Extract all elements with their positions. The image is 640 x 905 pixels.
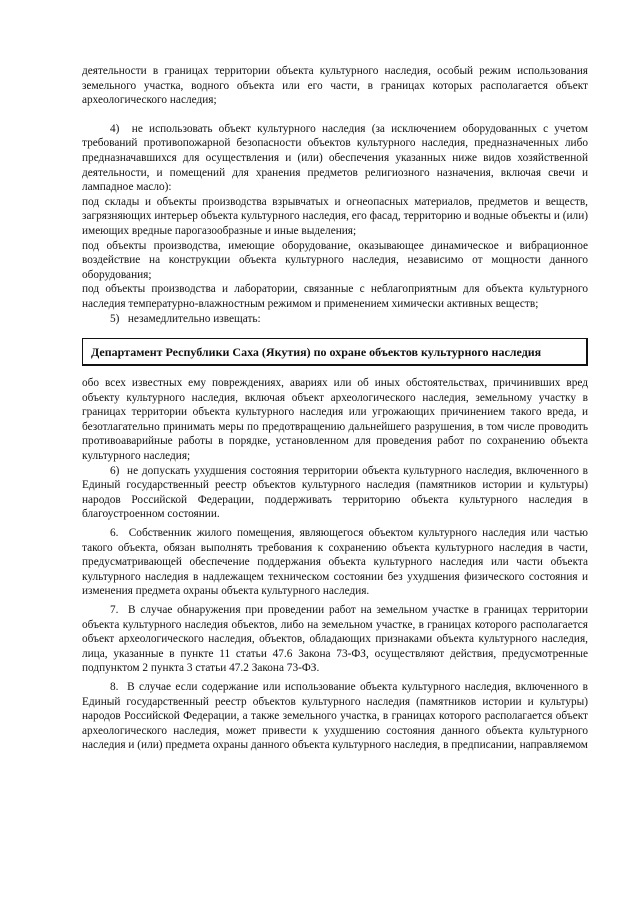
paragraph-laboratories: под объекты производства и лаборатории, связанные с неблагоприятным для объекта культурного наследия температурно-влажностным режимом и применением химически активных веществ; [82, 283, 588, 310]
paragraph-item-6: 6) не допускать ухудшения состояния территории объекта культурного наследия, включенного в Единый государственный реестр объектов культурного наследия (памятников истории и культуры) народов Российской Федерации, поддерживать территорию объекта культурного наследия в благоустроенном состоянии. [82, 464, 588, 521]
paragraph-warehouses: под склады и объекты производства взрывчатых и огнеопасных материалов, предметов и веществ, загрязняющих интерьер объекта культурного наследия, его фасад, территорию и водные объекты и (или) имеющих вредные парогазообразные и иные выделения; [82, 195, 588, 237]
paragraph-damage-report: обо всех известных ему повреждениях, авариях или об иных обстоятельствах, причинивших вред объекту культурного наследия, включая объект археологического наследия, земельному участку в границах территории объекта культурного наследия или угрожающих причинением такого вреда, и безотлагательно принимать меры по предотвращению дальнейшего разрушения, в том числе проводить противоаварийные работы в порядке, установленном для проведения работ по сохранению объекта культурного наследия; [82, 377, 588, 463]
paragraph-section-7: 7. В случае обнаружения при проведении работ на земельном участке в границах территории объекта культурного наследия объектов, либо на земельном участке, в границах которого располагается объект археологического наследия, объектов, обладающих признаками объекта культурного наследия, лица, указанные в пункте 11 статьи 47.6 Закона 73-ФЗ, осуществляют действия, предусмотренные подпунктом 2 пункта 3 статьи 47.2 Закона 73-ФЗ. [82, 604, 588, 675]
paragraph-section-6: 6. Собственник жилого помещения, являющегося объектом культурного наследия или частью такого объекта, обязан выполнять требования к сохранению объекта культурного наследия в части, предусматривающей обеспечение поддержания объекта культурного наследия или части объекта культурного наследия в надлежащем техническом состоянии без ухудшения физического состояния и изменения предмета охраны объекта культурного наследия. [82, 527, 588, 598]
paragraph-item-4: 4) не использовать объект культурного наследия (за исключением оборудованных с учетом требований противопожарной безопасности объектов культурного наследия, предназначенных либо предназначавшихся для осуществления и (или) обеспечения указанных ниже видов хозяйственной деятельности, и помещений для хранения предметов религиозного назначения, включая свечи и лампадное масло): [82, 122, 588, 194]
paragraph-production: под объекты производства, имеющие оборудование, оказывающее динамическое и вибрационное воздействие на конструкции объекта культурного наследия, независимо от мощности данного оборудования; [82, 239, 588, 281]
paragraph-continuation: деятельности в границах территории объекта культурного наследия, особый режим использования земельного участка, водного объекта или его части, в границах которых располагается объект археологического наследия; [82, 65, 588, 107]
paragraph-item-5: 5) незамедлительно извещать: [110, 312, 261, 325]
department-banner: Департамент Республики Саха (Якутия) по охране объектов культурного наследия [82, 338, 588, 366]
paragraph-section-8: 8. В случае если содержание или использование объекта культурного наследия, включенного в Единый государственный реестр объектов культурного наследия (памятников истории и культуры) народов Российской Федерации, а также земельного участка, в границах которого располагается объект археологического наследия, может привести к ухудшению состояния данного объекта культурного наследия и (или) предмета охраны данного объекта культурного наследия, в предписании, направляемом [82, 680, 588, 752]
